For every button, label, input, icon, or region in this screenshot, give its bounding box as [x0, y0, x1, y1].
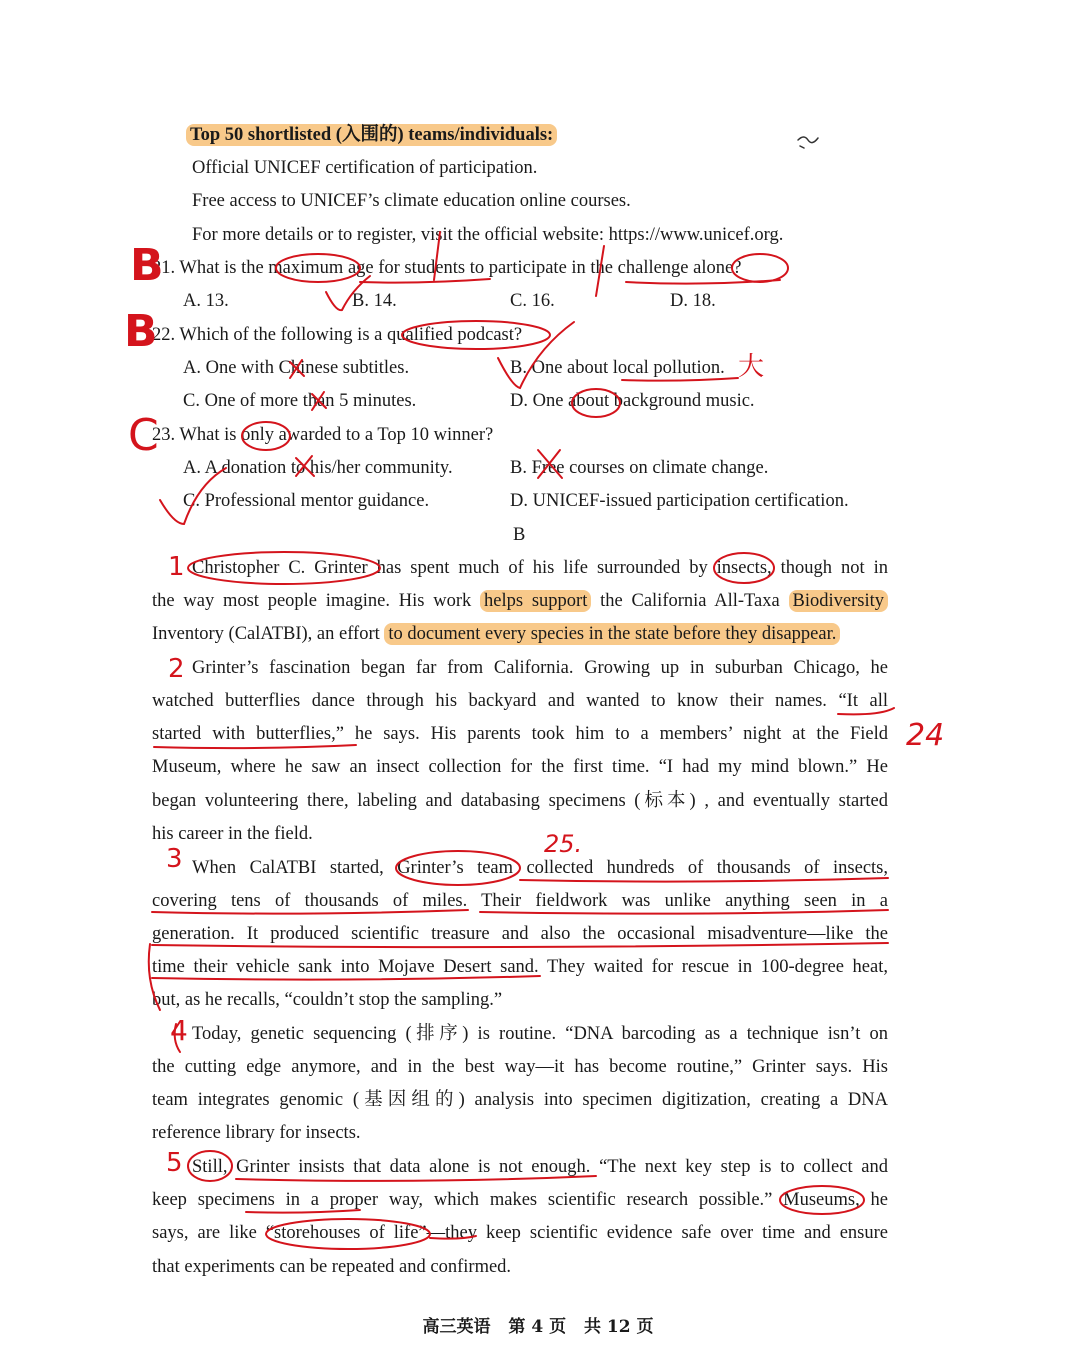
- para-number-5: 5: [166, 1148, 183, 1178]
- prize-line-2: Free access to UNICEF’s climate education online courses.: [192, 191, 631, 211]
- q22-option-b: B. One about local pollution.: [510, 358, 725, 378]
- q21-option-a: A. 13.: [183, 291, 229, 311]
- p2-line-5: began volunteering there, labeling and databasing specimens (标本) , and eventually started: [152, 791, 888, 811]
- q22-option-c: C. One of more than 5 minutes.: [183, 391, 417, 411]
- para-number-1: 1: [168, 552, 185, 582]
- p1-line-1: Christopher C. Grinter has spent much of his life surrounded by insects, though not in: [192, 558, 888, 578]
- p2-line-1: Grinter’s fascination began far from California. Growing up in suburban Chicago, he: [192, 658, 888, 678]
- q22-option-d: D. One about background music.: [510, 391, 755, 411]
- p4-line-3: team integrates genomic (基因组的) analysis into specimen digitization, creating a DNA: [152, 1090, 888, 1110]
- p3-line-3: generation. It produced scientific treasure and also the occasional misadventure—like the: [152, 924, 888, 944]
- p5-line-3: says, are like “storehouses of life”—they keep scientific evidence safe over time and ensure: [152, 1223, 888, 1243]
- p2-line-3: started with butterflies,” he says. His parents took him to a members’ night at the Field: [152, 724, 888, 744]
- p2-line-2: watched butterflies dance through his backyard and wanted to know their names. “It all: [152, 691, 888, 711]
- highlight-biodiversity: Biodiversity: [789, 590, 888, 612]
- highlight-document-species: to document every species in the state before they disappear.: [384, 623, 840, 645]
- question-23-stem: 23. What is only awarded to a Top 10 winner?: [152, 425, 494, 445]
- para-number-2: 2: [168, 654, 185, 684]
- p3-line-4: time their vehicle sank into Mojave Desert sand. They waited for rescue in 100-degree heat,: [152, 957, 888, 977]
- p3-line-5: but, as he recalls, “couldn’t stop the sampling.”: [152, 990, 503, 1010]
- prize-line-1: Official UNICEF certification of participation.: [192, 158, 538, 178]
- margin-note-da: 大: [738, 352, 765, 382]
- footer-page: 第 4 页: [508, 1317, 567, 1337]
- section-label: B: [513, 525, 526, 545]
- p5-line-1: Still, Grinter insists that data alone is not enough. “The next key step is to collect and: [192, 1157, 888, 1177]
- p3-line-1: When CalATBI started, Grinter’s team collected hundreds of thousands of insects,: [192, 858, 888, 878]
- question-22-stem: 22. Which of the following is a qualified podcast?: [152, 325, 523, 345]
- p2-line-4: Museum, where he saw an insect collection for the first time. “I had my mind blown.” He: [152, 757, 888, 777]
- footer-total: 共 12 页: [584, 1317, 654, 1337]
- highlight-helps-support: helps support: [480, 590, 591, 612]
- q22-option-a: A. One with Chinese subtitles.: [183, 358, 410, 378]
- para-number-3: 3: [166, 844, 183, 874]
- p4-line-1: Today, genetic sequencing (排序) is routine. “DNA barcoding as a technique isn’t on: [192, 1024, 888, 1044]
- prize-heading: Top 50 shortlisted (入围的) teams/individuals:: [186, 124, 557, 146]
- p2-line-6: his career in the field.: [152, 824, 313, 844]
- footer-subject: 高三英语: [422, 1317, 491, 1337]
- p1-line-2: the way most people imagine. His work helps support the California All-Taxa Biodiversity: [152, 590, 888, 612]
- p4-line-4: reference library for insects.: [152, 1123, 361, 1143]
- p4-line-2: the cutting edge anymore, and in the best way—it has become routine,” Grinter says. His: [152, 1057, 888, 1077]
- page-footer: [0, 1312, 1076, 1337]
- q21-option-b: B. 14.: [352, 291, 397, 311]
- p5-line-4: that experiments can be repeated and confirmed.: [152, 1257, 512, 1277]
- q23-option-b: B. Free courses on climate change.: [510, 458, 769, 478]
- margin-note-24: 24: [906, 718, 945, 753]
- q23-option-c: C. Professional mentor guidance.: [183, 491, 430, 511]
- q23-option-a: A. A donation to his/her community.: [183, 458, 453, 478]
- margin-note-25: 25.: [544, 830, 583, 858]
- prize-line-3: For more details or to register, visit the official website: https://www.unicef.org.: [192, 225, 784, 245]
- question-21-stem: 21. What is the maximum age for students to participate in the challenge alone?: [152, 258, 742, 278]
- q21-option-c: C. 16.: [510, 291, 555, 311]
- p3-line-2: covering tens of thousands of miles. Their fieldwork was unlike anything seen in a: [152, 891, 888, 911]
- q21-option-d: D. 18.: [670, 291, 716, 311]
- p1-line-3: Inventory (CalATBI), an effort to document every species in the state before they disappear.: [152, 623, 840, 645]
- p5-line-2: keep specimens in a proper way, which makes scientific research possible.” Museums, he: [152, 1190, 888, 1210]
- answer-mark-22: B: [124, 306, 158, 357]
- answer-mark-21: B: [130, 240, 164, 291]
- answer-mark-23: C: [128, 410, 159, 461]
- para-number-4: 4: [170, 1014, 188, 1047]
- q23-option-d: D. UNICEF-issued participation certification.: [510, 491, 849, 511]
